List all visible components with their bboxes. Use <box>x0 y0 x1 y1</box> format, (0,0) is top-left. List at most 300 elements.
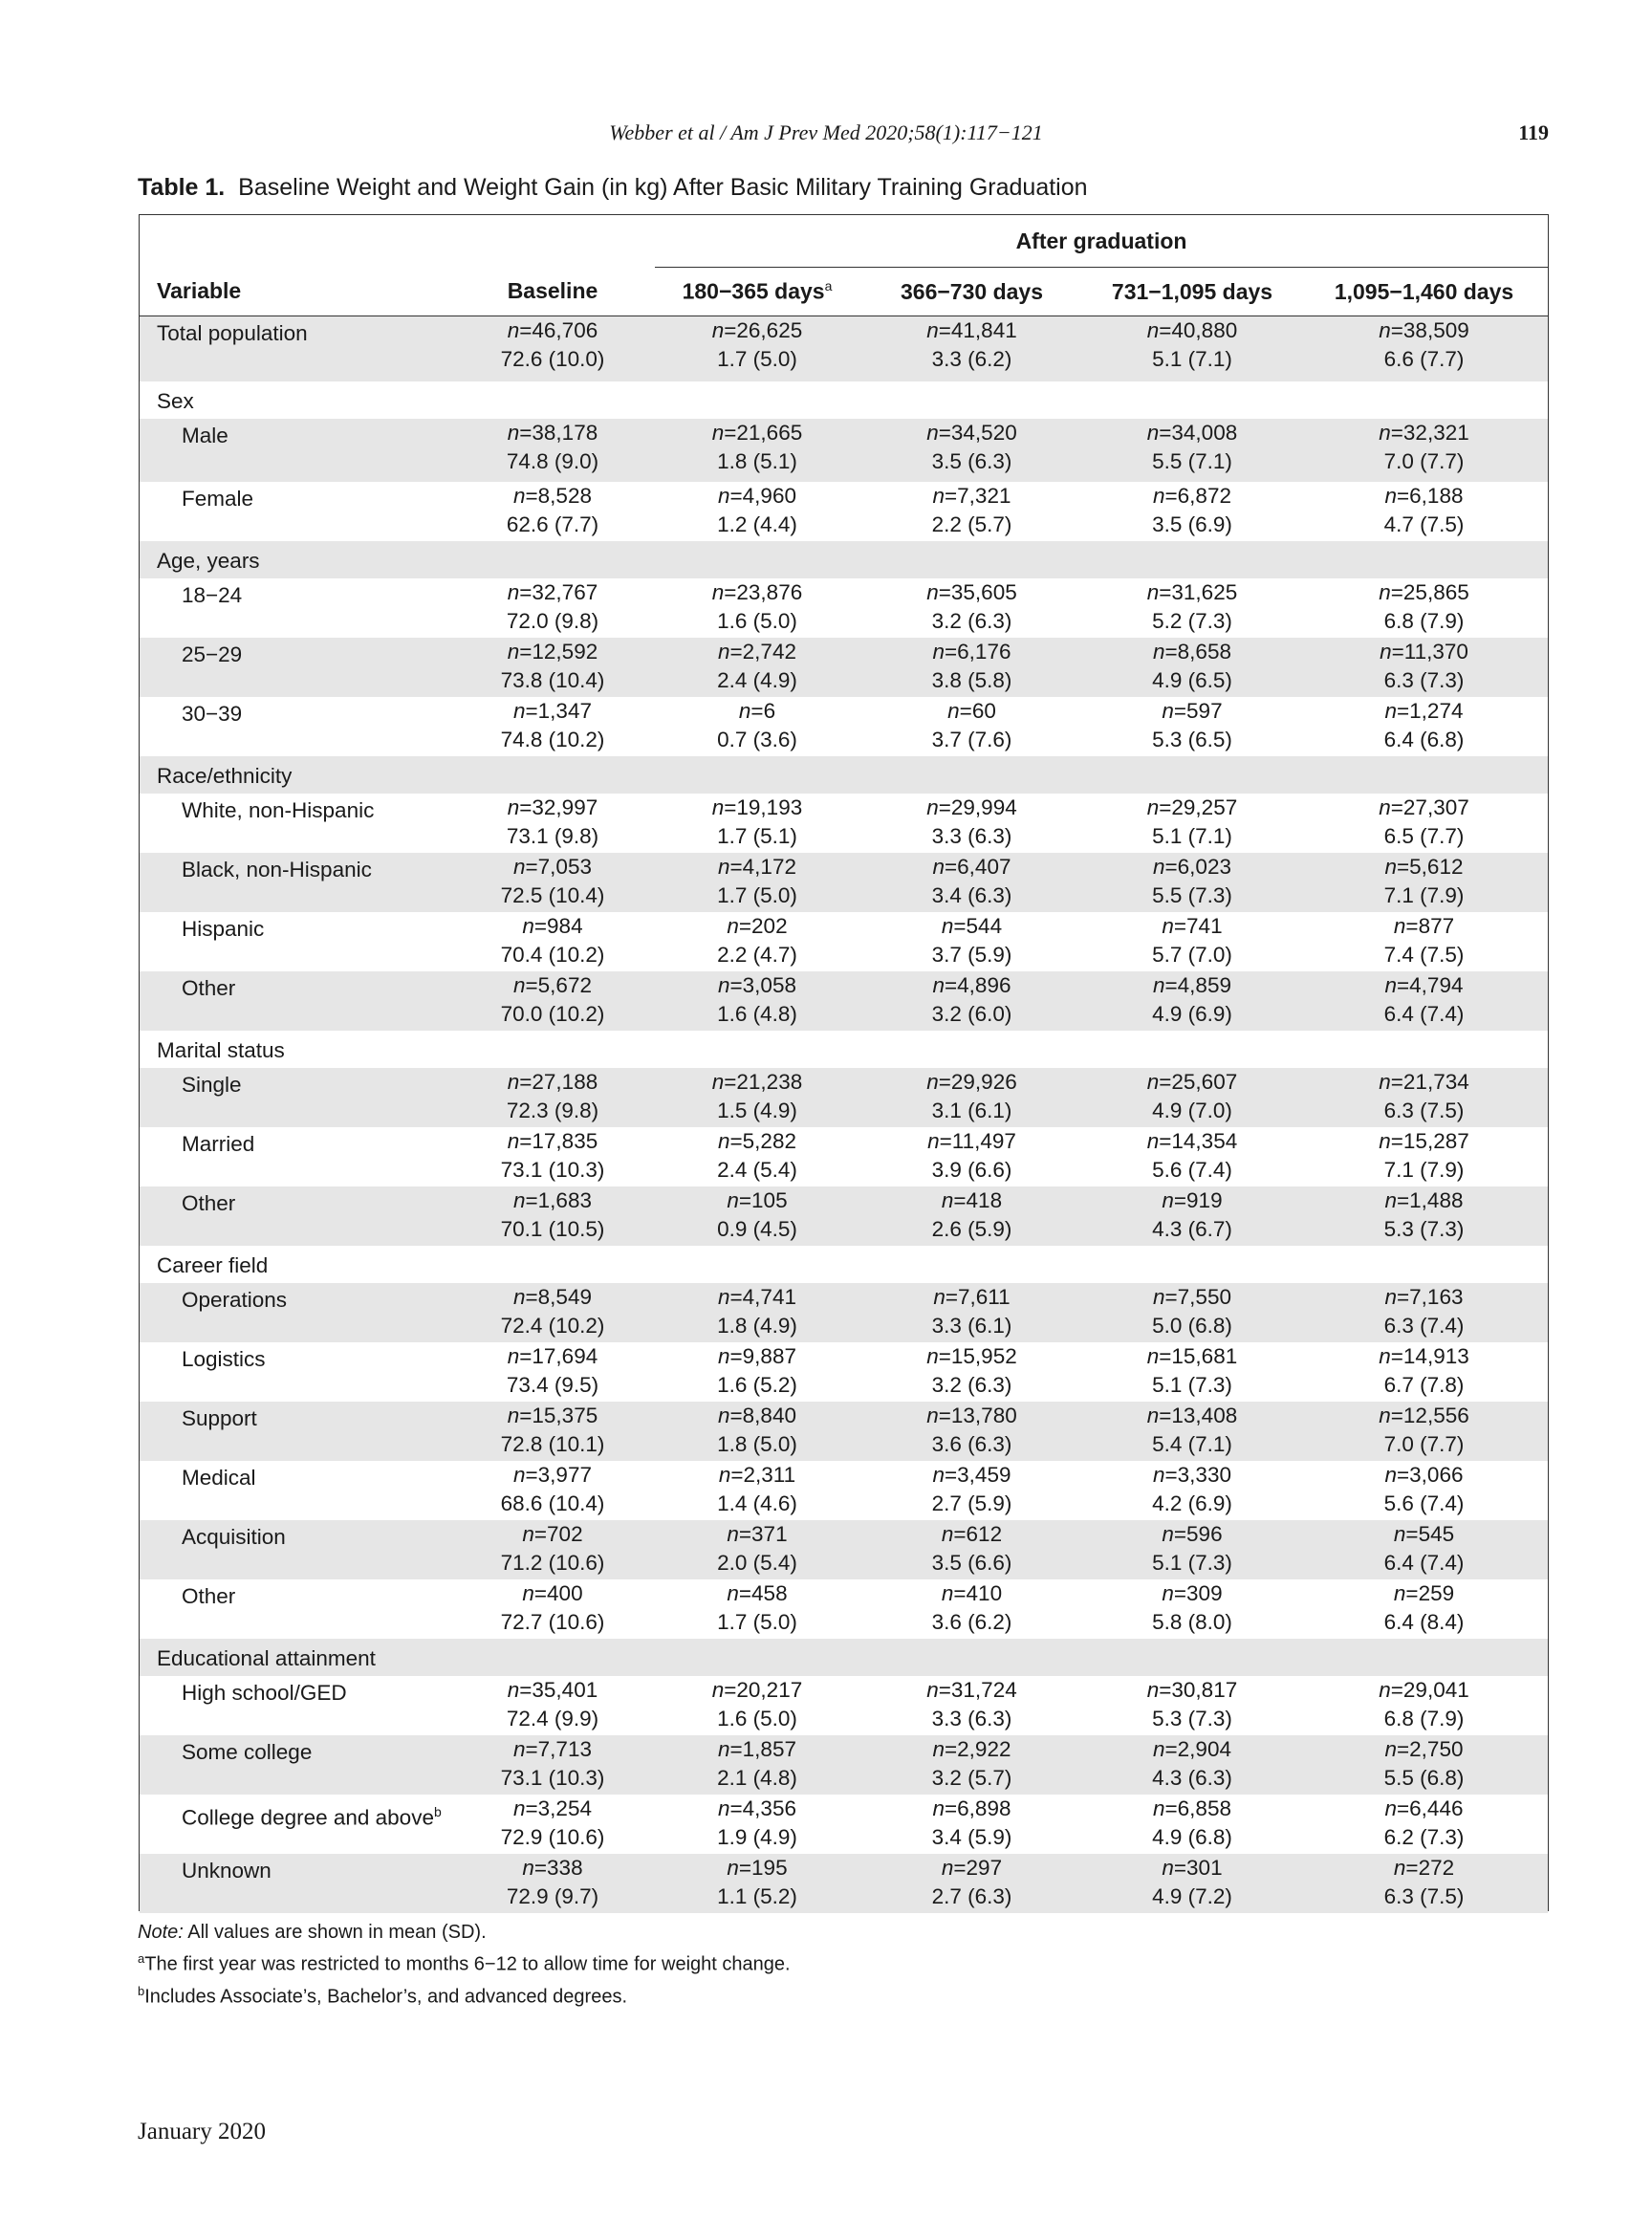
sample-size-value: 272 <box>1418 1856 1455 1880</box>
n-symbol: n <box>1146 421 1160 445</box>
sample-size: n=877 <box>1393 914 1455 938</box>
mean-sd: 6.4 (8.4) <box>1383 1610 1465 1634</box>
n-symbol: n <box>1146 1404 1160 1427</box>
n-symbol: n <box>513 1188 526 1212</box>
sample-size: n=31,724 <box>926 1678 1017 1702</box>
n-symbol: n <box>718 1404 730 1427</box>
row-label-text: Other <box>182 976 236 1000</box>
baseline-cell <box>450 1461 655 1520</box>
mean-sd: 70.1 (10.5) <box>500 1217 605 1241</box>
mean-sd: 1.8 (5.1) <box>717 449 797 473</box>
mean-sd: 72.8 (10.1) <box>500 1432 605 1456</box>
footnote-a-sup: a <box>138 1951 145 1966</box>
sample-size-value: 21,665 <box>736 421 803 445</box>
n-symbol: n <box>507 580 520 604</box>
baseline-cell <box>450 482 655 541</box>
mean-sd: 1.2 (4.4) <box>717 512 797 536</box>
sample-size: n=984 <box>522 914 583 938</box>
mean-sd: 5.1 (7.1) <box>1152 347 1232 371</box>
row-label-text: Support <box>182 1406 257 1430</box>
sample-size: n=15,952 <box>926 1344 1017 1368</box>
sample-size: n=27,188 <box>507 1070 598 1094</box>
table-row <box>140 316 1548 382</box>
mean-sd: 5.5 (7.1) <box>1152 449 1232 473</box>
sample-size-value: 29,257 <box>1171 795 1238 819</box>
sample-size: n=15,287 <box>1379 1129 1469 1153</box>
followup-cell <box>655 578 859 638</box>
sample-size: n=1,683 <box>513 1188 592 1212</box>
sample-size: n=400 <box>522 1581 583 1605</box>
sample-size: n=3,066 <box>1384 1463 1464 1487</box>
sample-size: n=3,058 <box>718 973 796 997</box>
sample-size-value: 21,734 <box>1402 1070 1469 1094</box>
mean-sd: 4.9 (7.2) <box>1152 1884 1232 1908</box>
row-label <box>140 912 450 971</box>
sample-size-value: 20,217 <box>736 1678 803 1702</box>
followup-cell <box>1300 853 1548 912</box>
sample-size: n=7,713 <box>513 1737 592 1761</box>
sample-size: n=4,356 <box>718 1796 796 1820</box>
column-header-180-365-text: 180−365 days <box>682 278 825 304</box>
sample-size-value: 458 <box>751 1581 788 1605</box>
sample-size-value: 1,683 <box>537 1188 592 1212</box>
baseline-cell <box>450 1676 655 1735</box>
footnote-a-text: The first year was restricted to months 6−12 to allow time for weight change. <box>144 1953 791 1975</box>
row-label <box>140 419 450 482</box>
n-symbol: n <box>711 318 725 342</box>
mean-sd: 5.3 (7.3) <box>1152 1707 1232 1730</box>
followup-cell <box>1084 1127 1300 1186</box>
sample-size-value: 5,282 <box>742 1129 796 1153</box>
baseline-cell <box>450 1402 655 1461</box>
mean-sd: 5.6 (7.4) <box>1383 1491 1465 1515</box>
n-symbol: n <box>711 421 725 445</box>
n-symbol: n <box>927 1129 940 1153</box>
mean-sd: 71.2 (10.6) <box>500 1551 605 1575</box>
n-symbol: n <box>1146 1129 1160 1153</box>
followup-cell <box>1084 1854 1300 1913</box>
followup-cell <box>1300 1342 1548 1402</box>
column-header-366-730: 366−730 days <box>859 268 1084 316</box>
sample-size: n=8,840 <box>718 1404 796 1427</box>
mean-sd: 1.8 (5.0) <box>717 1432 797 1456</box>
category-row <box>140 1246 1548 1283</box>
sample-size-value: 25,607 <box>1171 1070 1238 1094</box>
sample-size-value: 6,898 <box>957 1796 1011 1820</box>
mean-sd: 74.8 (9.0) <box>506 449 599 473</box>
sample-size-value: 4,794 <box>1409 973 1464 997</box>
sample-size-value: 29,926 <box>950 1070 1017 1094</box>
note-label: Note: <box>138 1922 184 1943</box>
sample-size-value: 4,859 <box>1177 973 1231 997</box>
table-row <box>140 1520 1548 1579</box>
sample-size: n=2,311 <box>718 1463 796 1487</box>
followup-cell <box>1300 971 1548 1031</box>
sample-size: n=19,193 <box>711 795 803 819</box>
sample-size: n=1,347 <box>513 699 592 723</box>
followup-cell <box>1084 316 1300 382</box>
sample-size: n=17,835 <box>507 1129 598 1153</box>
sample-size: n=3,254 <box>513 1796 592 1820</box>
mean-sd: 0.7 (3.6) <box>717 728 797 751</box>
n-symbol: n <box>507 1404 520 1427</box>
followup-cell <box>655 482 859 541</box>
mean-sd: 3.9 (6.6) <box>931 1158 1012 1182</box>
mean-sd: 72.9 (10.6) <box>500 1825 605 1849</box>
row-label-text: Female <box>182 487 254 511</box>
column-header-baseline: Baseline <box>450 268 655 316</box>
followup-cell <box>859 1127 1084 1186</box>
sample-size: n=919 <box>1162 1188 1223 1212</box>
n-symbol: n <box>1162 1522 1174 1546</box>
baseline-cell <box>450 316 655 382</box>
sample-size-value: 31,724 <box>950 1678 1017 1702</box>
sample-size: n=7,550 <box>1153 1285 1231 1309</box>
row-label <box>140 1579 450 1639</box>
sample-size: n=8,549 <box>513 1285 592 1309</box>
sample-size: n=1,274 <box>1384 699 1464 723</box>
mean-sd: 3.2 (6.3) <box>931 1373 1012 1397</box>
mean-sd: 2.0 (5.4) <box>717 1551 797 1575</box>
row-label <box>140 1068 450 1127</box>
n-symbol: n <box>1379 421 1391 445</box>
sample-size-value: 7,163 <box>1409 1285 1464 1309</box>
n-symbol: n <box>932 1737 946 1761</box>
n-symbol: n <box>1379 580 1391 604</box>
followup-cell <box>859 316 1084 382</box>
n-symbol: n <box>1146 1678 1160 1702</box>
mean-sd: 6.4 (6.8) <box>1383 728 1465 751</box>
mean-sd: 6.3 (7.4) <box>1383 1314 1465 1338</box>
n-symbol: n <box>926 421 939 445</box>
row-label <box>140 1854 450 1913</box>
sample-size-value: 418 <box>966 1188 1003 1212</box>
row-label <box>140 1127 450 1186</box>
followup-cell <box>1300 1520 1548 1579</box>
n-symbol: n <box>1384 973 1398 997</box>
mean-sd: 5.1 (7.3) <box>1152 1551 1232 1575</box>
mean-sd: 1.6 (5.2) <box>717 1373 797 1397</box>
table-row <box>140 419 1548 482</box>
n-symbol: n <box>1384 484 1398 508</box>
after-graduation-header: After graduation <box>655 215 1548 268</box>
n-symbol: n <box>718 1463 731 1487</box>
followup-cell <box>655 1854 859 1913</box>
n-symbol: n <box>727 1856 739 1880</box>
n-symbol: n <box>718 640 730 664</box>
row-label-text: Other <box>182 1191 236 1215</box>
followup-cell <box>1300 794 1548 853</box>
followup-cell <box>655 912 859 971</box>
mean-sd: 5.2 (7.3) <box>1152 609 1232 633</box>
n-symbol: n <box>1379 318 1391 342</box>
sample-size-value: 31,625 <box>1171 580 1238 604</box>
sample-size-value: 13,780 <box>950 1404 1017 1427</box>
mean-sd: 6.4 (7.4) <box>1383 1002 1465 1026</box>
sample-size: n=597 <box>1162 699 1223 723</box>
table-row <box>140 482 1548 541</box>
row-label-text: 18−24 <box>182 583 243 607</box>
sample-size: n=301 <box>1162 1856 1223 1880</box>
sample-size: n=35,401 <box>507 1678 598 1702</box>
sample-size: n=5,282 <box>718 1129 796 1153</box>
followup-cell <box>859 578 1084 638</box>
mean-sd: 3.5 (6.9) <box>1152 512 1232 536</box>
n-symbol: n <box>941 1856 954 1880</box>
mean-sd: 1.6 (5.0) <box>717 609 797 633</box>
n-symbol: n <box>513 1796 526 1820</box>
mean-sd: 0.9 (4.5) <box>717 1217 797 1241</box>
category-row <box>140 381 1548 419</box>
header-row-columns <box>140 268 1548 316</box>
followup-cell <box>1084 794 1300 853</box>
sample-size-value: 6,446 <box>1409 1796 1464 1820</box>
followup-cell <box>1300 638 1548 697</box>
n-symbol: n <box>1153 640 1165 664</box>
n-symbol: n <box>932 484 946 508</box>
followup-cell <box>1300 1579 1548 1639</box>
row-label-text: High school/GED <box>182 1681 347 1705</box>
sample-size-value: 27,188 <box>532 1070 598 1094</box>
n-symbol: n <box>507 640 520 664</box>
followup-cell <box>1300 1461 1548 1520</box>
sample-size-value: 17,694 <box>532 1344 598 1368</box>
n-symbol: n <box>718 973 730 997</box>
sample-size: n=2,750 <box>1384 1737 1464 1761</box>
row-label <box>140 1186 450 1246</box>
n-symbol: n <box>522 914 534 938</box>
followup-cell <box>655 971 859 1031</box>
sample-size: n=8,528 <box>513 484 592 508</box>
row-label-text: College degree and above <box>182 1805 434 1830</box>
sample-size-value: 34,520 <box>950 421 1017 445</box>
mean-sd: 6.4 (7.4) <box>1383 1551 1465 1575</box>
n-symbol: n <box>941 1188 954 1212</box>
mean-sd: 7.0 (7.7) <box>1383 1432 1465 1456</box>
mean-sd: 2.4 (4.9) <box>717 668 797 692</box>
sample-size-value: 3,459 <box>957 1463 1011 1487</box>
mean-sd: 1.8 (4.9) <box>717 1314 797 1338</box>
sample-size: n=7,053 <box>513 855 592 879</box>
baseline-cell <box>450 1283 655 1342</box>
followup-cell <box>1300 578 1548 638</box>
followup-cell <box>1084 419 1300 482</box>
sample-size: n=6,407 <box>932 855 1011 879</box>
mean-sd: 3.4 (6.3) <box>931 883 1012 907</box>
sample-size: n=13,408 <box>1146 1404 1238 1427</box>
table-box <box>139 214 1549 1911</box>
sample-size-value: 25,865 <box>1402 580 1469 604</box>
sample-size: n=309 <box>1162 1581 1223 1605</box>
mean-sd: 2.2 (5.7) <box>931 512 1012 536</box>
mean-sd: 5.0 (6.8) <box>1152 1314 1232 1338</box>
sample-size: n=545 <box>1393 1522 1455 1546</box>
sample-size: n=4,960 <box>718 484 796 508</box>
row-label-text: 25−29 <box>182 642 243 666</box>
followup-cell <box>859 697 1084 756</box>
sample-size: n=17,694 <box>507 1344 598 1368</box>
n-symbol: n <box>513 699 526 723</box>
sample-size: n=1,857 <box>718 1737 796 1761</box>
sample-size: n=7,321 <box>932 484 1011 508</box>
row-label-text: White, non-Hispanic <box>182 798 375 822</box>
row-label <box>140 316 450 382</box>
followup-cell <box>1084 1186 1300 1246</box>
followup-cell <box>1084 1068 1300 1127</box>
mean-sd: 6.5 (7.7) <box>1383 824 1465 848</box>
n-symbol: n <box>1162 1581 1174 1605</box>
sample-size: n=21,665 <box>711 421 803 445</box>
sample-size: n=4,172 <box>718 855 796 879</box>
n-symbol: n <box>522 1581 534 1605</box>
column-header-180-365 <box>655 268 859 316</box>
mean-sd: 6.3 (7.5) <box>1383 1884 1465 1908</box>
sample-size-value: 23,876 <box>736 580 803 604</box>
footnote-b <box>138 1978 791 2011</box>
n-symbol: n <box>1162 1188 1174 1212</box>
sample-size: n=29,257 <box>1146 795 1238 819</box>
baseline-cell <box>450 697 655 756</box>
mean-sd: 6.7 (7.8) <box>1383 1373 1465 1397</box>
n-symbol: n <box>926 1678 939 1702</box>
sample-size-value: 2,904 <box>1177 1737 1231 1761</box>
sample-size: n=3,977 <box>513 1463 592 1487</box>
followup-cell <box>859 1068 1084 1127</box>
n-symbol: n <box>941 1522 954 1546</box>
sample-size-value: 612 <box>966 1522 1003 1546</box>
sample-size-value: 35,401 <box>532 1678 598 1702</box>
mean-sd: 2.7 (6.3) <box>931 1884 1012 1908</box>
mean-sd: 2.6 (5.9) <box>931 1217 1012 1241</box>
column-header-731-1095: 731−1,095 days <box>1084 268 1300 316</box>
n-symbol: n <box>738 699 751 723</box>
table-title-label: Table 1. <box>138 174 226 201</box>
sample-size-value: 6,858 <box>1177 1796 1231 1820</box>
sample-size: n=7,611 <box>933 1285 1011 1309</box>
sample-size: n=6,446 <box>1384 1796 1464 1820</box>
n-symbol: n <box>522 1522 534 1546</box>
followup-cell <box>1084 1676 1300 1735</box>
baseline-cell <box>450 1068 655 1127</box>
sample-size: n=702 <box>522 1522 583 1546</box>
row-label <box>140 638 450 697</box>
followup-cell <box>655 1461 859 1520</box>
footnote-b-marker: b <box>433 1804 442 1819</box>
mean-sd: 73.1 (10.3) <box>500 1766 605 1790</box>
n-symbol: n <box>513 484 526 508</box>
sample-size: n=5,612 <box>1384 855 1464 879</box>
n-symbol: n <box>1384 1737 1398 1761</box>
mean-sd: 72.3 (9.8) <box>506 1099 599 1122</box>
sample-size-value: 32,997 <box>532 795 598 819</box>
sample-size-value: 30,817 <box>1171 1678 1238 1702</box>
sample-size-value: 21,238 <box>736 1070 803 1094</box>
n-symbol: n <box>1153 1796 1165 1820</box>
sample-size-value: 15,375 <box>532 1404 598 1427</box>
mean-sd: 72.5 (10.4) <box>500 883 605 907</box>
mean-sd: 3.8 (5.8) <box>931 668 1012 692</box>
sample-size: n=32,321 <box>1379 421 1469 445</box>
sample-size-value: 8,549 <box>537 1285 592 1309</box>
mean-sd: 6.8 (7.9) <box>1383 609 1465 633</box>
sample-size-value: 32,321 <box>1402 421 1469 445</box>
table-row <box>140 1342 1548 1402</box>
sample-size: n=6,188 <box>1384 484 1464 508</box>
followup-cell <box>1300 1283 1548 1342</box>
n-symbol: n <box>507 1070 520 1094</box>
table-row <box>140 1676 1548 1735</box>
sample-size: n=34,008 <box>1146 421 1238 445</box>
n-symbol: n <box>1379 1678 1391 1702</box>
sample-size-value: 544 <box>966 914 1003 938</box>
mean-sd: 3.3 (6.1) <box>931 1314 1012 1338</box>
n-symbol: n <box>718 1344 730 1368</box>
mean-sd: 70.0 (10.2) <box>500 1002 605 1026</box>
sample-size-value: 2,922 <box>957 1737 1011 1761</box>
n-symbol: n <box>1146 1070 1160 1094</box>
followup-cell <box>655 1795 859 1854</box>
followup-cell <box>859 1854 1084 1913</box>
n-symbol: n <box>941 1581 954 1605</box>
followup-cell <box>859 971 1084 1031</box>
mean-sd: 5.3 (7.3) <box>1383 1217 1465 1241</box>
sample-size: n=29,041 <box>1379 1678 1469 1702</box>
row-label-text: Male <box>182 424 228 447</box>
mean-sd: 3.3 (6.3) <box>931 1707 1012 1730</box>
sample-size-value: 3,254 <box>537 1796 592 1820</box>
followup-cell <box>859 419 1084 482</box>
row-label-text: Hispanic <box>182 917 265 941</box>
n-symbol: n <box>947 699 960 723</box>
sample-size-value: 35,605 <box>950 580 1017 604</box>
followup-cell <box>859 1520 1084 1579</box>
row-label <box>140 1795 450 1854</box>
n-symbol: n <box>1153 1285 1165 1309</box>
sample-size-value: 6 <box>763 699 776 723</box>
followup-cell <box>859 1461 1084 1520</box>
followup-cell <box>1300 1068 1548 1127</box>
sample-size-value: 11,497 <box>951 1129 1016 1153</box>
followup-cell <box>655 794 859 853</box>
mean-sd: 1.4 (4.6) <box>717 1491 797 1515</box>
sample-size-value: 400 <box>547 1581 583 1605</box>
mean-sd: 62.6 (7.7) <box>506 512 599 536</box>
sample-size-value: 371 <box>751 1522 788 1546</box>
row-label <box>140 482 450 541</box>
sample-size: n=35,605 <box>926 580 1017 604</box>
n-symbol: n <box>1162 699 1174 723</box>
table-row <box>140 1402 1548 1461</box>
mean-sd: 1.9 (4.9) <box>717 1825 797 1849</box>
sample-size-value: 741 <box>1186 914 1223 938</box>
baseline-cell <box>450 1186 655 1246</box>
mean-sd: 3.7 (5.9) <box>931 943 1012 967</box>
n-symbol: n <box>727 1188 739 1212</box>
n-symbol: n <box>1384 699 1398 723</box>
mean-sd: 1.5 (4.9) <box>717 1099 797 1122</box>
followup-cell <box>1300 1186 1548 1246</box>
mean-sd: 4.3 (6.3) <box>1152 1766 1232 1790</box>
row-label <box>140 1283 450 1342</box>
sample-size-value: 40,880 <box>1171 318 1238 342</box>
table-row <box>140 1283 1548 1342</box>
table-row <box>140 971 1548 1031</box>
sample-size-value: 4,172 <box>742 855 796 879</box>
row-label <box>140 1735 450 1795</box>
row-label <box>140 971 450 1031</box>
sample-size: n=458 <box>727 1581 788 1605</box>
mean-sd: 72.6 (10.0) <box>500 347 605 371</box>
